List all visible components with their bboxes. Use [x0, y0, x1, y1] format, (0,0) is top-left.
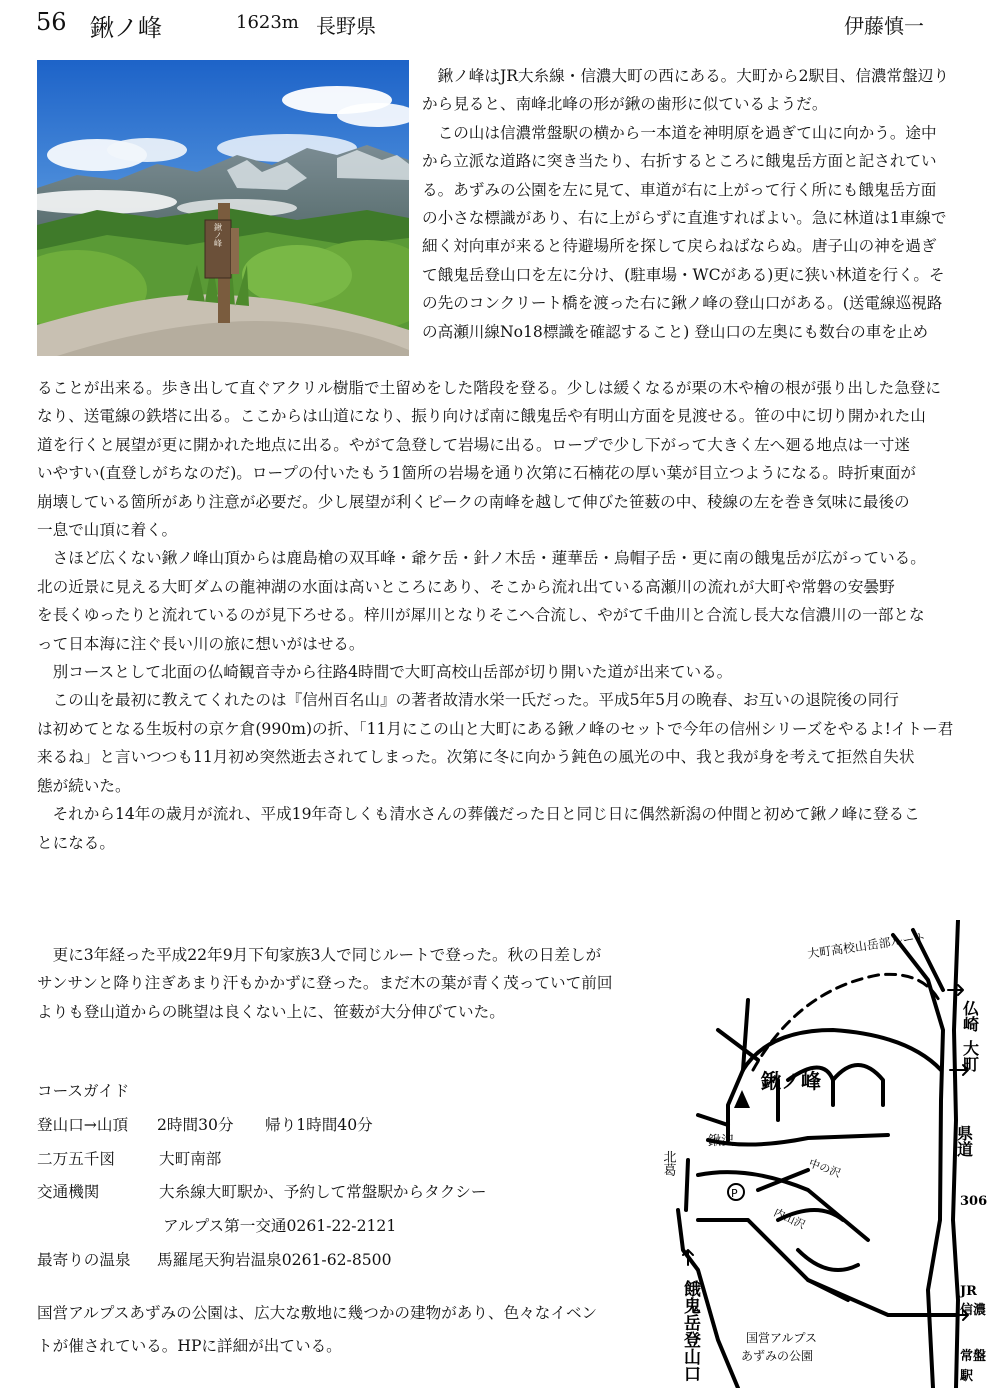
text-line: 国営アルプスあずみの公園は、広大な敷地に幾つかの建物があり、色々なイベン: [37, 1304, 598, 1322]
text-line: とになる。: [37, 833, 115, 852]
text-line: を長くゆったりと流れているのが見下ろせる。梓川が犀川となりそこへ合流し、やがて千曲川と合流し長大な信濃川の一部とな: [37, 606, 925, 625]
article-intro: [422, 62, 975, 346]
trail-label: 大町高校山岳部ルート: [806, 930, 928, 961]
text-line: さほど広くない鍬ノ峰山頂からは鹿島槍の双耳峰・爺ケ岳・針ノ木岳・蓮華岳・烏帽子岳・更に南の餓鬼岳が広がっている。: [52, 549, 926, 568]
text-line: 崩壊している箇所があり注意が必要だ。少し展望が利くピークの南峰を越して伸びた笹薮の中、稜線の左を巻き気味に最後の: [37, 492, 910, 511]
transport-phone: アルプス第一交通0261-22-2121: [163, 1217, 397, 1236]
article-body: [37, 374, 975, 857]
text-line: て餓鬼岳登山口を左に分け、(駐車場・WCがある)更に狭い林道を行く。そ: [422, 265, 945, 284]
onsen-value: 馬羅尾天狗岩温泉0261-62-8500: [157, 1250, 392, 1269]
map-road-label: 県道: [954, 1125, 974, 1157]
svg-text:P: P: [731, 1187, 738, 1200]
text-line: の先のコンクリート橋を渡った右に鍬ノ峰の登山口がある。(送電線巡視路: [422, 294, 943, 313]
map-park-label1: 国営アルプス: [746, 1331, 818, 1345]
page-header: [36, 8, 964, 42]
map-station-label1: JR: [960, 1284, 977, 1299]
text-line: は初めてとなる生坂村の京ケ倉(990m)の折、「11月にこの山と大町にある鍬ノ峰のセットで今年の信州シリーズをやるよ!イトー君: [37, 719, 954, 738]
topo-map-label: 二万五千図: [37, 1149, 115, 1168]
text-line: の高瀬川線No18標識を確認すること) 登山口の左奥にも数台の車を止め: [422, 322, 929, 341]
text-line: 更に3年経った平成22年9月下旬家族3人で同じルートで登った。秋の日差しが: [52, 946, 602, 964]
mountain-altitude: 1623m: [236, 12, 299, 33]
map-station-label3: 常盤: [960, 1349, 987, 1364]
map-station-label4: 駅: [960, 1369, 974, 1384]
map-omachi-label: 大町: [960, 1040, 980, 1072]
text-line: サンサンと降り注ぎあまり汗もかかずに登った。まだ木の葉が青く茂っていて前回: [37, 974, 613, 993]
text-line: 北の近景に見える大町ダムの龍神湖の水面は高いところにあり、そこから流れ出ている高瀬川の流れが大町や常磐の安曇野: [37, 577, 895, 596]
author-name: 伊藤慎一: [844, 14, 924, 38]
map-park-label2: あずみの公園: [741, 1349, 814, 1363]
text-line: って日本海に注ぐ長い川の旅に想いがはせる。: [37, 634, 365, 653]
map-road-number: 306: [960, 1194, 988, 1209]
text-line: の小さな標識があり、右に上がらずに直進すればよい。急に林道は1車線で: [422, 209, 947, 228]
sign-text: 鍬ノ峰: [213, 223, 223, 247]
route-up-time: 2時間30分: [157, 1115, 234, 1134]
article-closing: [37, 941, 655, 1026]
text-line: 来るね」と言いつつも11月初め突然逝去されてしまった。次第に冬に向かう鈍色の風光の中、我と我が身を考えて拒然自失状: [37, 748, 915, 767]
text-line: 鍬ノ峰はJR大糸線・信濃大町の西にある。大町から2駅目、信濃常盤辺り: [437, 67, 949, 85]
route-label: 登山口→山頂: [37, 1115, 129, 1134]
article-number: 56: [36, 8, 67, 36]
text-line: この山を最初に教えてくれたのは『信州百名山』の著者故清水栄一氏だった。平成5年5月の晩春、お互いの退院後の同行: [52, 691, 899, 710]
onsen-label: 最寄りの温泉: [37, 1250, 131, 1269]
prefecture: 長野県: [316, 14, 376, 38]
text-line: ることが出来る。歩き出して直ぐアクリル樹脂で土留めをした階段を登る。少しは緩くなるが栗の木や檜の根が張り出した急登に: [37, 379, 941, 397]
text-line: る。あずみの公園を左に見て、車道が右に上がって行く所にも餓鬼岳方面: [422, 180, 937, 199]
map-north-label: 仏崎: [960, 1000, 980, 1032]
text-line: 細く対向車が来ると待避場所を探して戻らねばならぬ。唐子山の神を過ぎ: [422, 237, 937, 256]
map-sawa3: 内山沢: [771, 1205, 808, 1232]
text-line: それから14年の歳月が流れ、平成19年奇しくも清水さんの葬儀だった日と同じ日に偶然新潟の仲間と初めて鍬ノ峰に登るこ: [52, 805, 920, 824]
map-sawa2: 中の沢: [806, 1156, 843, 1181]
text-line: 態が続いた。: [37, 776, 131, 795]
map-station-label2: 信濃: [960, 1303, 987, 1318]
text-line: この山は信濃常盤駅の横から一本道を神明原を過ぎて山に向かう。途中: [437, 123, 937, 142]
park-note: [37, 1297, 627, 1363]
transport-value: 大糸線大町駅か、予約して常盤駅からタクシー: [159, 1183, 487, 1202]
topo-map-value: 大町南部: [159, 1149, 222, 1168]
route-map: [658, 920, 998, 1388]
map-kitabe-label: 北葛: [660, 1150, 676, 1176]
route-down-time: 帰り1時間40分: [265, 1115, 373, 1134]
transport-label: 交通機関: [37, 1183, 100, 1202]
map-sawa1: 鍬沢: [708, 1134, 735, 1149]
text-line: 道を行くと展望が更に開かれた地点に出る。やがて急登して岩場に出る。ロープで少し下がって大きく左へ廻る地点は一寸迷: [37, 435, 910, 454]
text-line: なり、送電線の鉄塔に出る。ここからは山道になり、振り向けば南に餓鬼岳や有明山方面を見渡せる。笹の中に切り開かれた山: [37, 407, 926, 426]
mountain-name: 鍬ノ峰: [90, 14, 162, 42]
text-line: トが催されている。HPに詳細が出ている。: [37, 1337, 342, 1355]
course-guide-title: コースガイド: [37, 1082, 130, 1100]
text-line: よりも登山道からの眺望は良くない上に、笹薮が大分伸びていた。: [37, 1002, 505, 1021]
text-line: から見ると、南峰北峰の形が鍬の歯形に似ているようだ。: [422, 95, 828, 114]
summit-photo: [37, 60, 409, 356]
text-line: 別コースとして北面の仏崎観音寺から往路4時間で大町高校山岳部が切り開いた道が出来ている。: [52, 663, 733, 682]
text-line: 一息で山頂に着く。: [37, 521, 178, 540]
text-line: いやすい(直登しがちなのだ)。ロープの付いたもう1箇所の岩場を通り次第に石楠花の厚い葉が目立つようになる。時折東面が: [37, 464, 916, 483]
map-peak-label: 鍬ノ峰: [761, 1069, 821, 1093]
text-line: から立派な道路に突き当たり、右折するところに餓鬼岳方面と記されてい: [422, 152, 937, 171]
map-gaki-label: 餓鬼岳登山口: [680, 1280, 700, 1382]
